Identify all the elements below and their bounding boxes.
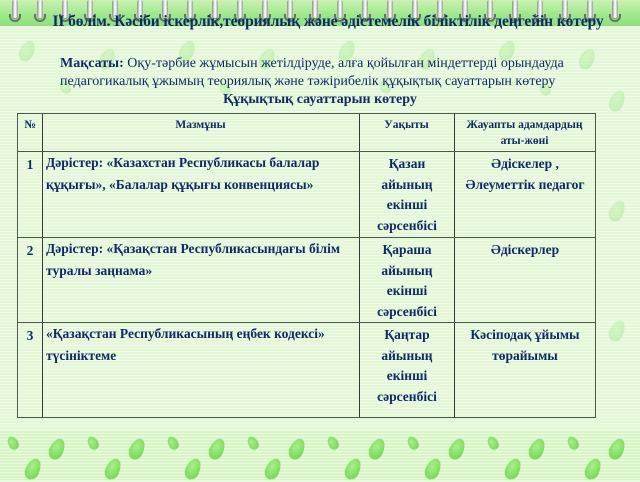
leaf-icon: [245, 434, 261, 451]
row-1-time: Қазан айының екінші сәрсенбісі: [377, 156, 437, 233]
row-3-time: Қаңтар айының екінші сәрсенбісі: [377, 327, 437, 404]
leaf-icon: [165, 434, 181, 451]
row-3-num: 3: [26, 328, 34, 343]
leaf-icon: [206, 436, 228, 462]
column-divider: [359, 114, 360, 417]
row-1-responsible: Әдіскелер , Әлеуметтік педагог: [465, 156, 585, 192]
column-divider: [454, 114, 455, 417]
leaf-icon: [606, 436, 628, 462]
row-1-num: 1: [26, 157, 34, 172]
row-2-content: Дәрістер: «Қазақстан Республикасындағы білім туралы заңнама»: [46, 241, 341, 278]
leaf-icon: [325, 434, 341, 451]
leaf-icon: [5, 434, 21, 451]
row-3-content: «Қазақстан Республикасының еңбек кодексі» түсініктеме: [46, 326, 325, 363]
row-2-num: 2: [26, 243, 34, 258]
leaf-icon: [16, 38, 38, 64]
column-divider: [42, 114, 43, 417]
goal-text: Оқу-тәрбие жұмысын жетілдіруде, алға қойылған міндеттерді орындауда педагогикалық ұжымың теориялық және тәжірибелік құқықтық сауаттарын көтеру: [60, 56, 564, 89]
leaf-icon: [182, 456, 204, 482]
row-2-responsible: Әдіскерлер: [490, 242, 560, 257]
leaf-icon: [526, 436, 548, 462]
leaf-icon: [85, 434, 101, 451]
header-time: Уақыты: [384, 119, 429, 131]
leaf-icon: [502, 456, 524, 482]
leaf-icon: [446, 436, 468, 462]
leaf-icon: [606, 318, 628, 344]
row-2-time: Қараша айының екінші сәрсенбісі: [377, 242, 437, 319]
leaf-icon: [582, 456, 604, 482]
leaf-icon: [422, 456, 444, 482]
goal-statement: [60, 55, 600, 91]
slide-subtitle: Құқықтық сауаттарын көтеру: [223, 92, 417, 107]
slide-title: ІІ бөлім. Кәсіби іскерлік,теориялық және әдістемелік біліктілік деңгейін көтеру: [52, 13, 604, 30]
leaf-icon: [606, 198, 628, 224]
header-content: Мазмұны: [175, 119, 226, 131]
leaf-icon: [342, 456, 364, 482]
leaf-icon: [46, 436, 68, 462]
leaf-icon: [286, 436, 308, 462]
leaf-icon: [102, 456, 124, 482]
goal-label: Мақсаты:: [60, 56, 124, 71]
plan-table: [17, 113, 596, 418]
header-responsible: Жауапты адамдардың аты-жөні: [466, 119, 583, 147]
header-num: №: [24, 119, 36, 131]
leaf-icon: [22, 456, 44, 482]
row-1-content: Дәрістер: «Казахстан Республикасы балалар құқығы», «Балалар құқығы конвенциясы»: [46, 155, 320, 192]
leaf-icon: [262, 456, 284, 482]
leaf-icon: [366, 436, 388, 462]
leaf-icon: [565, 434, 581, 451]
leaf-icon: [126, 436, 148, 462]
row-3-responsible: Кәсіподақ ұйымы төрайымы: [470, 327, 580, 363]
leaf-icon: [405, 434, 421, 451]
bottom-band: [0, 430, 640, 480]
leaf-icon: [485, 434, 501, 451]
